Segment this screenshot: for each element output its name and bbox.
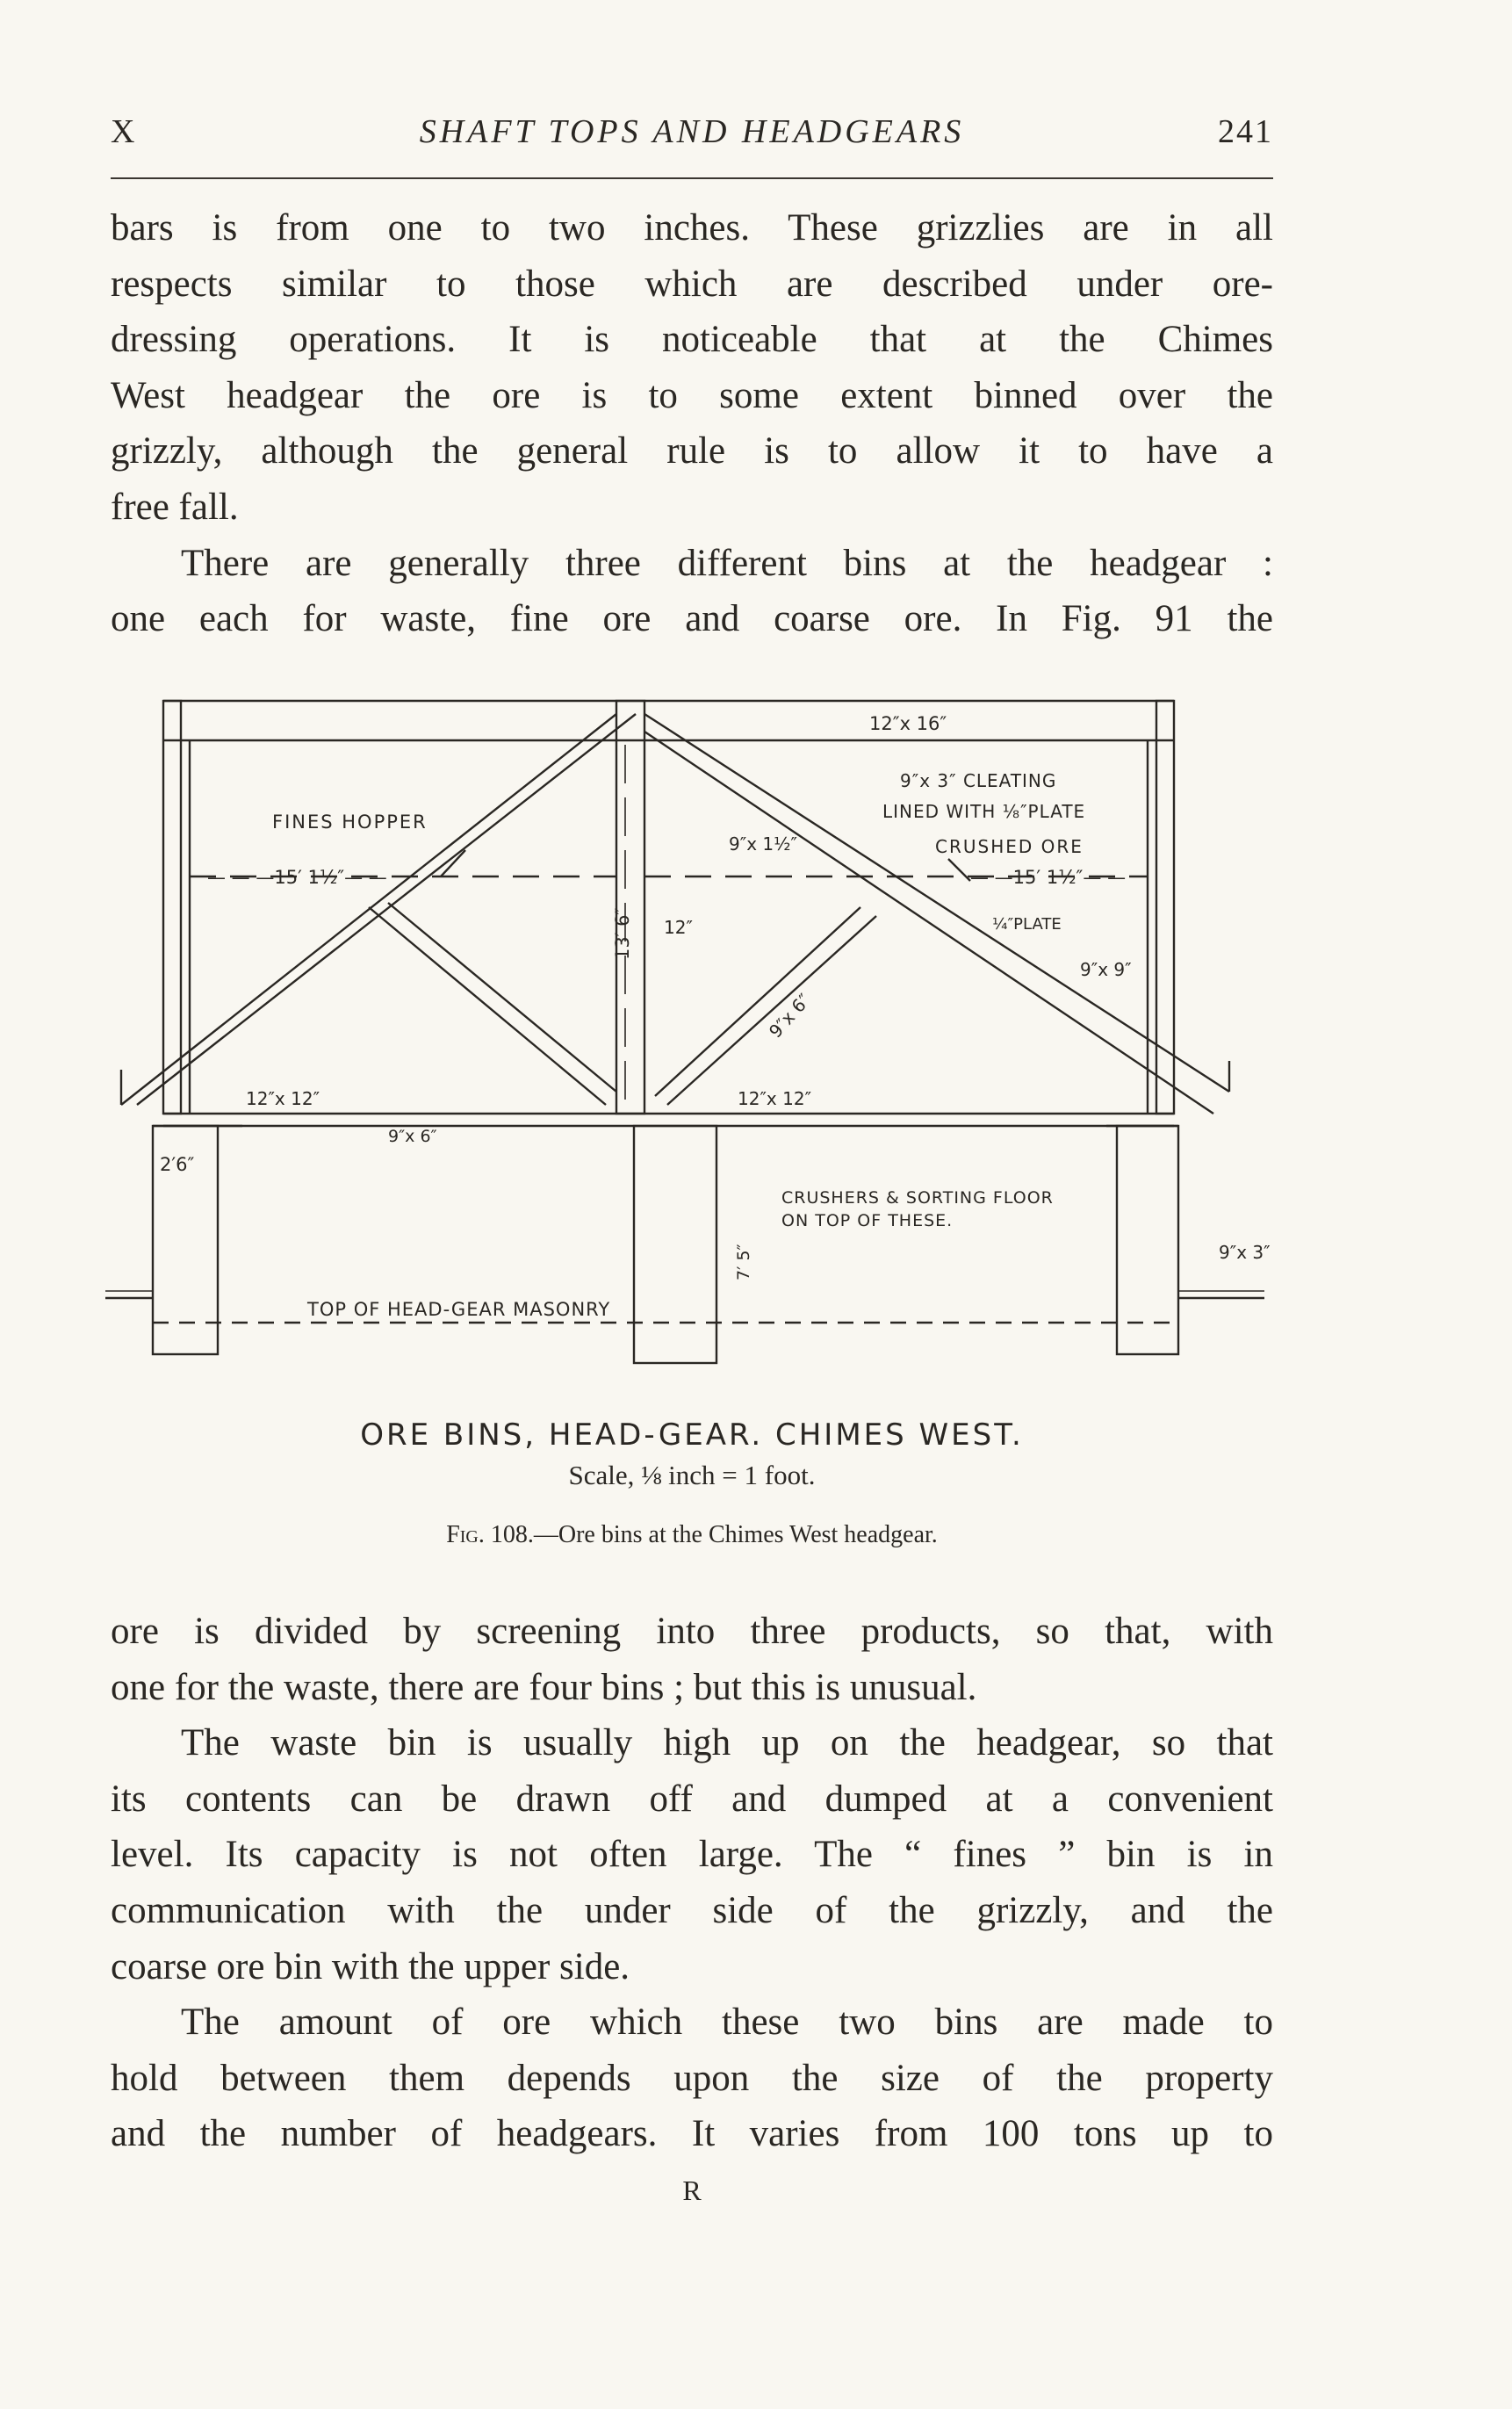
label-height-low: 7′ 5″: [734, 1244, 753, 1280]
label-lining: LINED WITH ⅛″PLATE: [882, 801, 1086, 822]
body-text-bottom: [111, 1604, 1273, 2162]
page-number: 241: [1218, 113, 1273, 150]
text-line: bars is from one to two inches. These grizzlies are in all: [111, 207, 1273, 249]
label-fines-hopper: FINES HOPPER: [272, 811, 428, 833]
running-title: SHAFT TOPS AND HEADGEARS: [419, 113, 965, 150]
label-quarter-plate: ¼″PLATE: [992, 915, 1062, 934]
figure-label: Fig.: [446, 1521, 485, 1548]
right-post: [1156, 701, 1174, 1114]
label-twelve-right: 12″x 12″: [738, 1088, 812, 1109]
text-line: level. Its capacity is not often large. The “ fines ” bin is in: [111, 1834, 1273, 1876]
left-post: [163, 701, 181, 1114]
label-twelve-in: 12″: [664, 917, 693, 938]
text-line: one each for waste, fine ore and coarse ore. In Fig. 91 the: [111, 598, 1273, 640]
diagram-lines: [105, 701, 1264, 1363]
label-crushed-span: — —15′ 1½″— —: [970, 867, 1127, 888]
label-top-beam: 12″x 16″: [869, 713, 947, 734]
label-twelve-left: 12″x 12″: [246, 1088, 320, 1109]
text-line: dressing operations. It is noticeable that at the Chimes: [111, 319, 1273, 361]
text-line: There are generally three different bins at the headgear :: [181, 542, 1273, 584]
figure-title: ORE BINS, HEAD-GEAR. CHIMES WEST.: [360, 1417, 1024, 1453]
label-crushers: CRUSHERS & SORTING FLOOR: [781, 1188, 1054, 1208]
diagram-labels: [160, 713, 1271, 1320]
masonry-center: [634, 1126, 716, 1363]
text-line: and the number of headgears. It varies from 100 tons up to: [111, 2113, 1273, 2155]
label-masonry: TOP OF HEAD-GEAR MASONRY: [307, 1299, 611, 1320]
diagram-svg: [105, 692, 1326, 1395]
text-line: West headgear the ore is to some extent binned over the: [111, 374, 1273, 416]
ore-bins-diagram: [105, 692, 1326, 1395]
text-line: coarse ore bin with the upper side.: [111, 1945, 630, 1987]
header-rule: [111, 177, 1273, 179]
signature-mark: R: [682, 2175, 702, 2206]
text-line: The waste bin is usually high up on the headgear, so that: [181, 1722, 1273, 1764]
figure-caption: [111, 1521, 1273, 1549]
figure-caption-text: 108.—Ore bins at the Chimes West headgear.: [490, 1521, 938, 1548]
label-two-six: 2′6″: [160, 1154, 195, 1175]
body-text-top: [111, 200, 1273, 647]
chapter-number: X: [111, 113, 137, 150]
text-line: The amount of ore which these two bins are made to: [181, 2001, 1273, 2044]
label-brace: 9″x 6″: [764, 989, 815, 1042]
text-line: hold between them depends upon the size of the property: [111, 2057, 1273, 2099]
text-line: its contents can be drawn off and dumped at a convenient: [111, 1778, 1273, 1820]
text-line: one for the waste, there are four bins ; but this is unusual.: [111, 1666, 977, 1708]
text-line: respects similar to those which are described under ore-: [111, 263, 1273, 305]
label-bottom-beam: 9″x 6″: [388, 1127, 437, 1146]
text-line: free fall.: [111, 486, 239, 528]
figure-scale: Scale, ⅛ inch = 1 foot.: [568, 1460, 816, 1490]
label-nine-x-one: 9″x 1½″: [729, 833, 797, 855]
label-crushed-ore: CRUSHED ORE: [935, 836, 1084, 857]
text-line: communication with the under side of the grizzly, and the: [111, 1889, 1273, 1931]
label-fines-span: — — —15′ 1½″— —: [207, 867, 387, 888]
label-on-top: ON TOP OF THESE.: [781, 1211, 954, 1230]
text-line: ore is divided by screening into three products, so that, with: [111, 1611, 1273, 1652]
label-cleating: 9″x 3″ CLEATING: [900, 770, 1057, 791]
label-nine-x-three: 9″x 3″: [1219, 1242, 1271, 1263]
text-line: grizzly, although the general rule is to allow it to have a: [111, 430, 1273, 472]
label-nine-x-nine: 9″x 9″: [1080, 959, 1132, 980]
masonry-right: [1117, 1126, 1178, 1354]
center-post: [616, 701, 644, 1114]
label-height-mid: 13′ 6″: [612, 907, 633, 960]
running-header: [111, 112, 1273, 156]
